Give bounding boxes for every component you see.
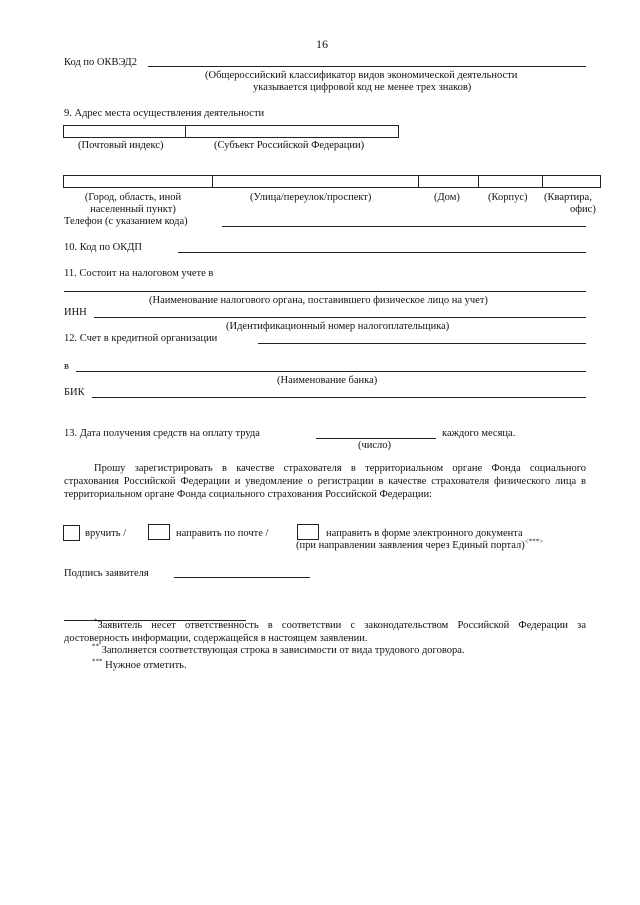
bank-in-label: в [64,361,69,372]
postal-index-label: (Почтовый индекс) [78,140,164,151]
salary-date-hint: (число) [358,440,392,451]
subject-label: (Субъект Российской Федерации) [214,140,365,151]
okdp-label: 10. Код по ОКДП [64,242,142,253]
footnote2-text: Заполняется соответствующая строка в зависимости от вида трудового договора. [101,645,465,656]
address-heading: 9. Адрес места осуществления деятельности [64,108,265,119]
footnote3-mark: *** [92,657,103,666]
bik-label: БИК [64,387,85,398]
footnote3-text: Нужное отметить. [105,660,187,671]
tax-registration-heading: 11. Состоит на налоговом учете в [64,268,214,279]
request-line1: Прошу зарегистрировать в качестве страхователя в территориальном органе Фонда социального [94,463,586,474]
by-mail-label: направить по почте / [176,528,269,539]
salary-date-label: 13. Дата получения средств на оплату труда [64,428,260,439]
electronic-label: направить в форме электронного документа [326,528,523,539]
footnote1-line1 [94,617,586,632]
bank-name-input-line[interactable] [76,371,586,372]
postal-subject-grid [63,125,399,138]
electronic-note-text: (при направлении заявления через Единый портал) [296,540,525,551]
footnote3 [92,657,187,672]
signature-label: Подпись заявителя [64,568,149,579]
apartment-label-line1: (Квартира, [544,192,592,203]
footnote1-text: Заявитель несет ответственность в соответствии с законодательством Российской Федерации за [97,620,586,631]
city-label-line1: (Город, область, иной [84,192,182,203]
bank-account-label: 12. Счет в кредитной организации [64,333,218,344]
phone-input-line[interactable] [222,226,586,227]
footnote1-line2: достоверность информации, содержащейся в настоящем заявлении. [64,633,368,644]
bank-name-hint: (Наименование банка) [277,375,378,386]
okdp-input-line[interactable] [178,252,586,253]
hand-over-label: вручить / [85,528,127,539]
building-label: (Корпус) [488,192,528,203]
electronic-note [296,537,544,552]
city-label-line2: населенный пункт) [90,204,176,215]
signature-line[interactable] [174,577,310,578]
salary-date-suffix: каждого месяца. [442,428,516,439]
tax-authority-input-line[interactable] [64,291,586,292]
request-line3: территориальном органе Фонда социального страхования Российской Федерации: [64,489,432,500]
address-detail-grid [63,175,601,188]
salary-date-input-line[interactable] [316,438,436,439]
okved-hint-line2: указывается цифровой код не менее трех знаков) [253,82,472,93]
footnote2-mark: ** [92,642,99,651]
by-mail-checkbox[interactable] [148,524,170,540]
inn-label: ИНН [64,307,87,318]
footnote2 [92,642,465,657]
phone-label: Телефон (с указанием кода) [64,216,188,227]
inn-input-line[interactable] [94,317,586,318]
okved-input-line[interactable] [148,66,586,67]
tax-authority-hint: (Наименование налогового органа, поставившего физическое лицо на учет) [149,295,488,306]
house-label: (Дом) [434,192,460,203]
street-label: (Улица/переулок/проспект) [250,192,372,203]
okved-hint-line1: (Общероссийский классификатор видов экономической деятельности [205,70,518,81]
bik-input-line[interactable] [92,397,586,398]
bank-account-input-line[interactable] [258,343,586,344]
inn-hint: (Идентификационный номер налогоплательщика) [226,321,450,332]
request-line2: страхования Российской Федерации и уведомление о регистрации в качестве страхователя физического лица в [64,476,586,487]
hand-over-checkbox[interactable] [63,525,80,541]
page-number: 16 [316,37,328,51]
footnote1-mark: * [94,617,98,626]
apartment-label-line2: офис) [570,204,596,215]
okved-label: Код по ОКВЭД2 [64,57,137,68]
electronic-checkbox[interactable] [297,524,319,540]
electronic-note-mark: <***> [524,537,544,546]
